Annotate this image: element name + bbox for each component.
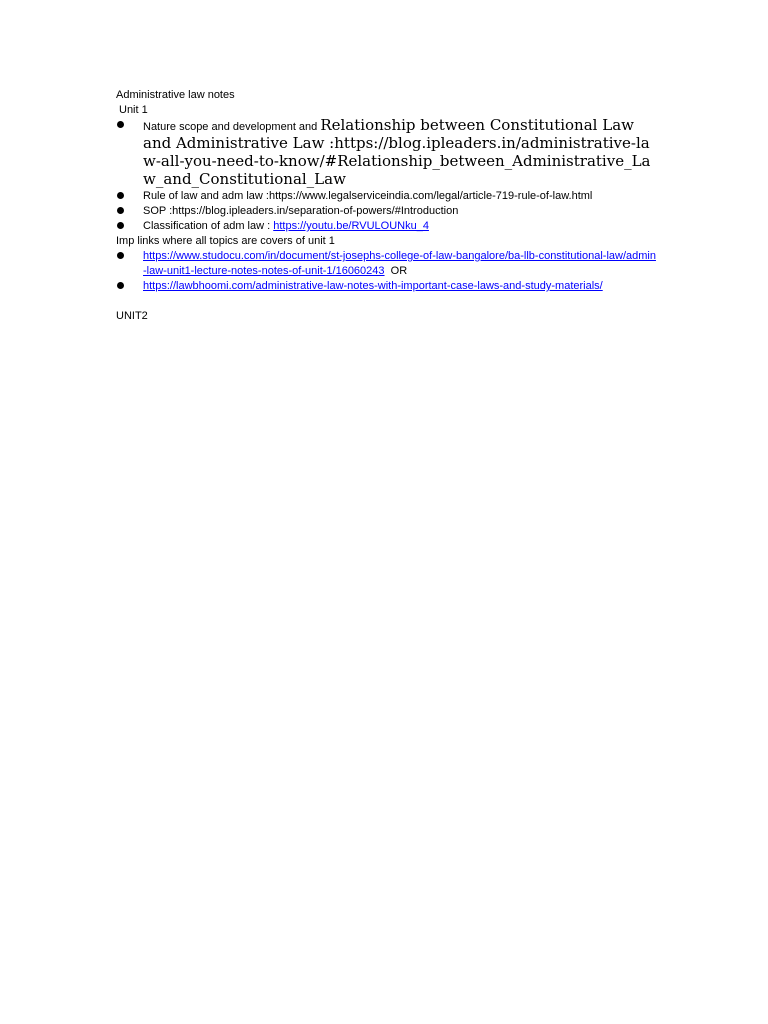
bullet-icon: [117, 207, 124, 214]
list-item: [116, 249, 656, 279]
bullet-icon: [117, 222, 124, 229]
list-item: [116, 219, 656, 234]
item-text: SOP :https://blog.ipleaders.in/separation-of-powers/#Introduction: [143, 205, 459, 217]
item-lead-text: Relationship between Constitutional Law and Administrative Law :: [143, 116, 634, 152]
item-large-text: https://blog.ipleaders.in/administrative-law-all-you-need-to-know/#Relationship_between_Administrative_Law_and_Constitutional_Law: [143, 134, 651, 188]
bullet-icon: [117, 121, 124, 128]
unit1-list: [116, 118, 656, 234]
unit2-heading: UNIT2: [116, 310, 148, 322]
item-small-text: Nature scope and development and: [143, 121, 321, 133]
document-page: [116, 88, 656, 324]
youtube-link[interactable]: https://youtu.be/RVULOUNku_4: [273, 220, 429, 232]
list-item: [116, 118, 656, 189]
studocu-link[interactable]: https://www.studocu.com/in/document/st-josephs-college-of-law-bangalore/ba-llb-constitutional-law/admin-law-unit1-lecture-notes-notes-of-unit-1/16060243: [143, 250, 656, 277]
imp-links-heading: Imp links where all topics are covers of unit 1: [116, 235, 335, 247]
blank-line: [116, 294, 656, 309]
or-text: OR: [384, 265, 408, 277]
list-item: [116, 279, 656, 294]
item-text: Classification of adm law :: [143, 220, 274, 232]
unit1-heading: Unit 1: [119, 104, 148, 116]
document-title: Administrative law notes: [116, 89, 235, 101]
list-item: [116, 204, 656, 219]
item-text: Rule of law and adm law :https://www.legalserviceindia.com/legal/article-719-rule-of-law.html: [143, 190, 593, 202]
imp-links-list: [116, 249, 656, 294]
lawbhoomi-link[interactable]: https://lawbhoomi.com/administrative-law-notes-with-important-case-laws-and-study-materials/: [143, 280, 603, 292]
bullet-icon: [117, 282, 124, 289]
bullet-icon: [117, 252, 124, 259]
list-item: [116, 189, 656, 204]
bullet-icon: [117, 192, 124, 199]
